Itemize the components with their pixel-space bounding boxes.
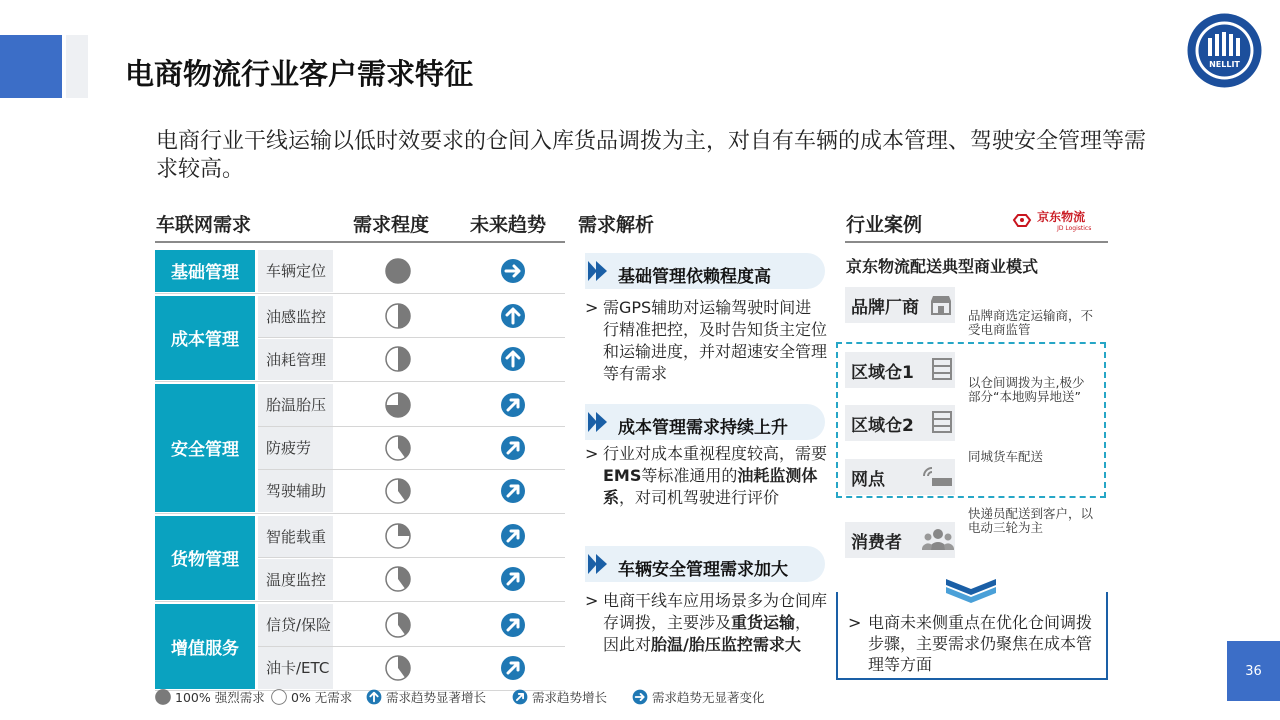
demand-degree-pie: [385, 346, 411, 372]
trend-arrow-icon: [500, 566, 526, 592]
requirement-label: 防疲劳: [258, 427, 333, 469]
shelf-icon: [932, 411, 952, 433]
analysis-title-1: 基础管理依赖程度高: [618, 267, 771, 287]
requirement-label: 油耗管理: [258, 339, 333, 381]
analysis-text-1: > 需GPS辅助对运输驾驶时间进行精准把控，及时告知货主定位和运输进度，并对超速安全管理等有需求: [585, 298, 828, 383]
col-header-analysis: 需求解析: [578, 214, 655, 236]
demand-degree-pie: [385, 303, 411, 329]
header-accent-block: [0, 35, 62, 98]
col-header-req: 车联网需求: [156, 214, 252, 236]
header-rule: [155, 241, 565, 243]
col-header-trend: 未来趋势: [470, 214, 547, 236]
case-title: 京东物流配送典型商业模式: [846, 257, 1039, 276]
case-node-brand: 品牌厂商: [845, 287, 955, 323]
page-title: 电商物流行业客户需求特征: [125, 57, 474, 91]
trend-arrow-icon: [500, 523, 526, 549]
jd-logo-en: JD Logistics: [1057, 225, 1092, 232]
case-node-warehouse1: 区域仓1: [845, 352, 955, 388]
case-node-warehouse2: 区域仓2: [845, 405, 955, 441]
trend-arrow-icon: [500, 346, 526, 372]
case-note-outlet: 同城货车配送: [968, 449, 1044, 464]
demand-degree-pie: [385, 478, 411, 504]
legend-none: 0% 无需求: [271, 688, 352, 706]
trend-arrow-icon: [500, 303, 526, 329]
legend-up: 需求趋势增长: [512, 688, 607, 706]
legend-up-strong: 需求趋势显著增长: [366, 688, 486, 706]
case-note-consumer: 快递员配送到客户，以电动三轮为主: [968, 506, 1094, 535]
trend-arrow-icon: [500, 435, 526, 461]
demand-degree-pie: [385, 258, 411, 284]
analysis-text-3: > 电商干线车应用场景多为仓间库存调拨，主要涉及重货运输，因此对胎温/胎压监控需求大: [585, 591, 828, 654]
trend-arrow-icon: [500, 655, 526, 681]
requirement-label: 油感监控: [258, 296, 333, 338]
requirement-label: 温度监控: [258, 559, 333, 601]
requirement-label: 车辆定位: [258, 250, 333, 292]
category-divider: [155, 601, 565, 602]
analysis-title-3: 车辆安全管理需求加大: [618, 560, 788, 580]
category-divider: [155, 293, 565, 294]
legend-full: 100% 强烈需求: [155, 688, 265, 706]
demand-degree-pie: [385, 435, 411, 461]
col-header-case: 行业案例: [846, 214, 923, 236]
svg-text:NELLIT: NELLIT: [1209, 60, 1240, 69]
trend-arrow-icon: [500, 258, 526, 284]
category-1: 基础管理: [155, 250, 255, 292]
conclusion-text: > 电商未来侧重点在优化仓间调拨步骤，主要需求仍聚焦在成本管理等方面: [848, 613, 1093, 674]
requirement-label: 驾驶辅助: [258, 470, 333, 512]
users-icon: [922, 528, 954, 552]
university-logo: [1186, 12, 1263, 89]
analysis-text-2: > 行业对成本重视程度较高，需要EMS等标准通用的油耗监测体系，对司机驾驶进行评价: [585, 444, 828, 507]
intro-text: 电商行业干线运输以低时效要求的仓间入库货品调拨为主，对自有车辆的成本管理、驾驶安全管理等需求较高。: [156, 129, 1147, 182]
requirement-label: 信贷/保险: [258, 604, 333, 646]
category-divider: [155, 381, 565, 382]
chevron-icon: [585, 546, 615, 582]
chevron-icon: [585, 253, 615, 289]
case-header-rule: [845, 241, 1108, 243]
demand-degree-pie: [385, 523, 411, 549]
category-3: 安全管理: [155, 384, 255, 512]
analysis-title-2: 成本管理需求持续上升: [618, 418, 788, 438]
category-5: 增值服务: [155, 604, 255, 689]
requirement-label: 胎温胎压: [258, 384, 333, 426]
store-icon: [930, 295, 952, 315]
demand-degree-pie: [385, 392, 411, 418]
requirement-label: 智能载重: [258, 516, 333, 558]
demand-degree-pie: [385, 566, 411, 592]
requirement-label: 油卡/ETC: [258, 647, 333, 689]
col-header-degree: 需求程度: [353, 214, 430, 236]
jd-logo: [1012, 212, 1091, 234]
wifi-box-icon: [920, 464, 954, 488]
category-4: 货物管理: [155, 516, 255, 601]
demand-degree-pie: [385, 612, 411, 638]
case-node-outlet: 网点: [845, 459, 955, 495]
header-accent-gray: [66, 35, 88, 98]
demand-degree-pie: [385, 655, 411, 681]
trend-arrow-icon: [500, 478, 526, 504]
page-number: 36: [1227, 641, 1280, 701]
shelf-icon: [932, 358, 952, 380]
jd-dog-icon: [1012, 212, 1032, 230]
legend-flat: 需求趋势无显著变化: [632, 688, 765, 706]
trend-arrow-icon: [500, 612, 526, 638]
chevron-icon: [585, 404, 615, 440]
jd-logo-cn: 京东物流: [1037, 210, 1086, 224]
case-note-brand: 品牌商选定运输商，不受电商监管: [968, 308, 1094, 337]
category-divider: [155, 513, 565, 514]
trend-arrow-icon: [500, 392, 526, 418]
case-node-consumer: 消费者: [845, 522, 955, 558]
category-2: 成本管理: [155, 296, 255, 381]
case-note-warehouse1: 以仓间调拨为主,极少部分“本地购异地送”: [968, 375, 1085, 404]
